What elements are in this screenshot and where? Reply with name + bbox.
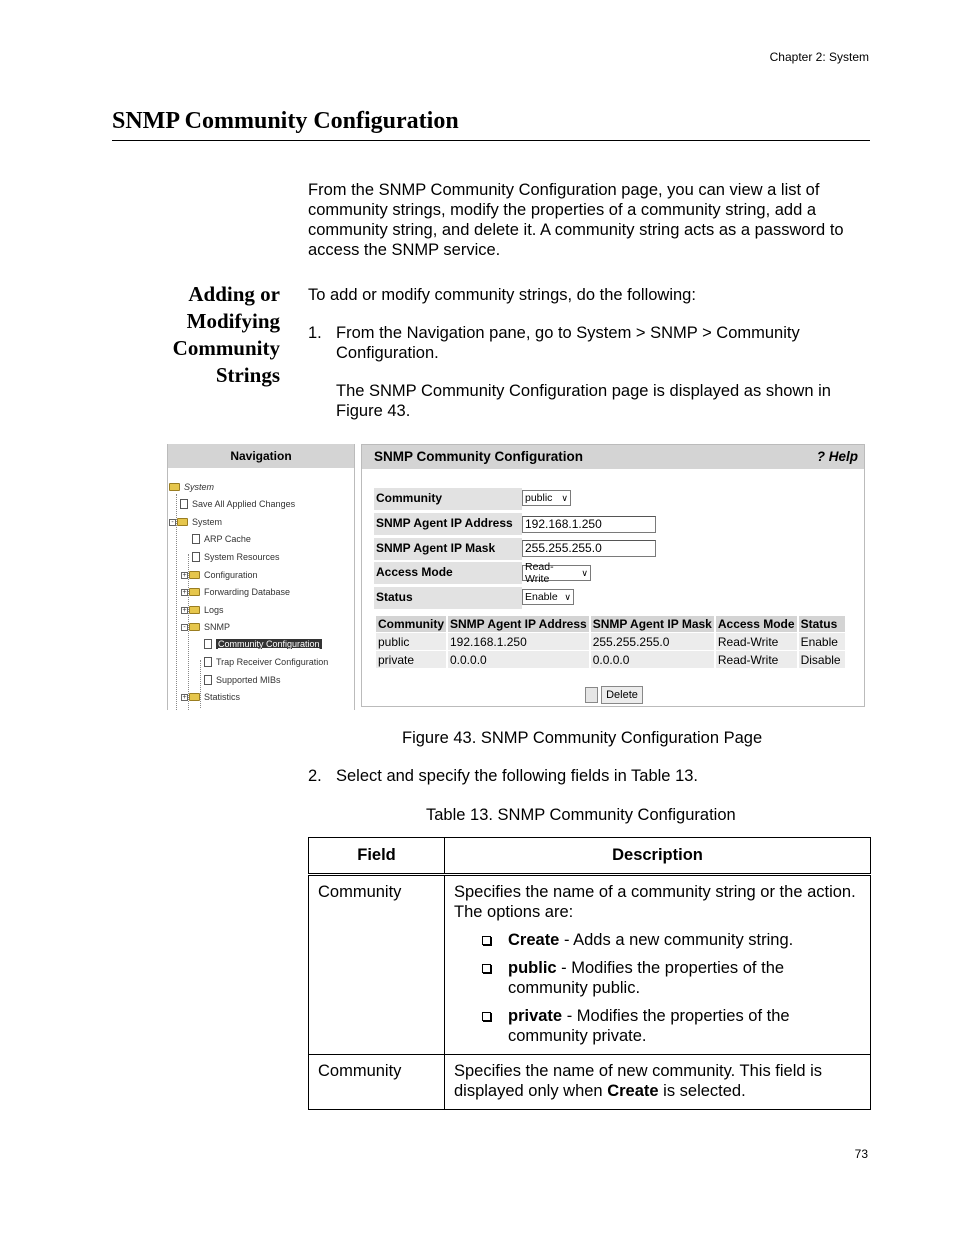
description-table [308,837,871,1110]
help-link[interactable]: ? Help [816,449,858,464]
chapter-header: Chapter 2: System [769,50,869,64]
table-row[interactable]: private 0.0.0.0 0.0.0.0 Read-Write Disable [376,651,845,668]
checkbox-bullet-icon [482,936,491,945]
status-label: Status [374,587,522,609]
table-row: Community Specifies the name of a community string or the action. The options are: Create - Adds a new community string. public - Modifies the properties of the community public. private - Modifies the properties of the community private. [309,875,871,1055]
table-row: Community Specifies the name of new community. This field is displayed only when Create is selected. [309,1055,871,1110]
document-icon [204,675,212,685]
title-rule [112,140,870,141]
checkbox-bullet-icon [482,1012,491,1021]
nav-arp-cache[interactable]: ARP Cache [192,534,251,544]
nav-forwarding-database[interactable]: + Forwarding Database [182,587,291,597]
document-icon [204,639,212,649]
nav-root-system[interactable]: System [169,482,214,492]
agent-ip-input[interactable]: 192.168.1.250 [522,516,656,533]
description-table-header: Field Description [309,838,871,875]
navigation-pane [167,444,355,710]
community-label: Community [374,488,522,510]
table-row[interactable]: public 192.168.1.250 255.255.255.0 Read-Write Enable [376,633,845,650]
intro-paragraph: From the SNMP Community Configuration page, you can view a list of community strings, modify the properties of a community string, add a community string, and delete it. A community string acts as a password to access the SNMP service. [308,181,844,259]
nav-community-configuration[interactable]: Community Configuration [204,639,322,649]
folder-icon [189,693,200,701]
page-number: 73 [854,1147,868,1161]
nav-save-all[interactable]: Save All Applied Changes [180,499,295,509]
agent-ip-label: SNMP Agent IP Address [374,513,522,535]
nav-supported-mibs[interactable]: Supported MIBs [204,675,281,685]
nav-statistics[interactable]: + Statistics [182,692,241,702]
expand-icon: + [182,571,187,579]
chevron-down-icon: ∨ [561,492,568,503]
section-lead: To add or modify community strings, do the following: [308,286,696,304]
community-select[interactable]: public ∨ [522,490,571,506]
folder-open-icon [189,623,200,631]
option-create: Create - Adds a new community string. [482,930,861,950]
step-1-number: 1. [308,324,322,342]
option-private: private - Modifies the properties of the community private. [482,1006,861,1046]
chevron-down-icon: ∨ [564,591,571,602]
nav-system-resources[interactable]: System Resources [192,552,280,562]
expand-icon: + [182,588,187,596]
document-icon [192,552,200,562]
access-mode-select[interactable]: Read-Write ∨ [522,565,591,581]
nav-logs[interactable]: + Logs [182,605,224,615]
collapse-icon: - [181,624,188,631]
expand-icon: + [182,693,187,701]
folder-open-icon [169,483,180,491]
agent-mask-label: SNMP Agent IP Mask [374,538,522,560]
checkbox-bullet-icon [482,964,491,973]
step-2-number: 2. [308,767,322,785]
nav-trap-receiver[interactable]: Trap Receiver Configuration [204,657,328,667]
collapse-icon: - [169,519,176,526]
nav-configuration[interactable]: + Configuration [182,570,258,580]
nav-snmp[interactable]: - SNMP [181,622,230,632]
folder-icon [189,571,200,579]
section-heading: Adding or Modifying Community Strings [172,282,280,387]
document-icon [180,499,188,509]
table-caption: Table 13. SNMP Community Configuration [426,806,736,824]
navigation-title: Navigation [168,444,354,468]
panel-title: SNMP Community Configuration ? Help [362,445,864,469]
folder-icon [189,606,200,614]
chevron-down-icon: ∨ [581,567,588,578]
document-icon [192,534,200,544]
snmp-config-panel [361,444,865,707]
page-title: SNMP Community Configuration [112,108,459,134]
option-public: public - Modifies the properties of the community public. [482,958,861,998]
step-1-note: The SNMP Community Configuration page is displayed as shown in Figure 43. [336,382,831,420]
agent-mask-input[interactable]: 255.255.255.0 [522,540,656,557]
select-checkbox[interactable] [585,687,598,703]
folder-open-icon [177,518,188,526]
figure-caption: Figure 43. SNMP Community Configuration Page [402,729,763,747]
folder-icon [189,588,200,596]
step-1-text: From the Navigation pane, go to System > SNMP > Community Configuration. [336,324,800,362]
step-2-text: Select and specify the following fields in Table 13. [336,767,699,785]
delete-button[interactable]: Delete [601,686,643,704]
community-table [374,615,847,669]
expand-icon: + [182,606,187,614]
document-icon [204,657,212,667]
community-table-header: Community SNMP Agent IP Address SNMP Agent IP Mask Access Mode Status [376,616,845,632]
access-mode-label: Access Mode [374,562,522,584]
status-select[interactable]: Enable ∨ [522,589,574,605]
nav-system[interactable]: - System [169,517,222,527]
